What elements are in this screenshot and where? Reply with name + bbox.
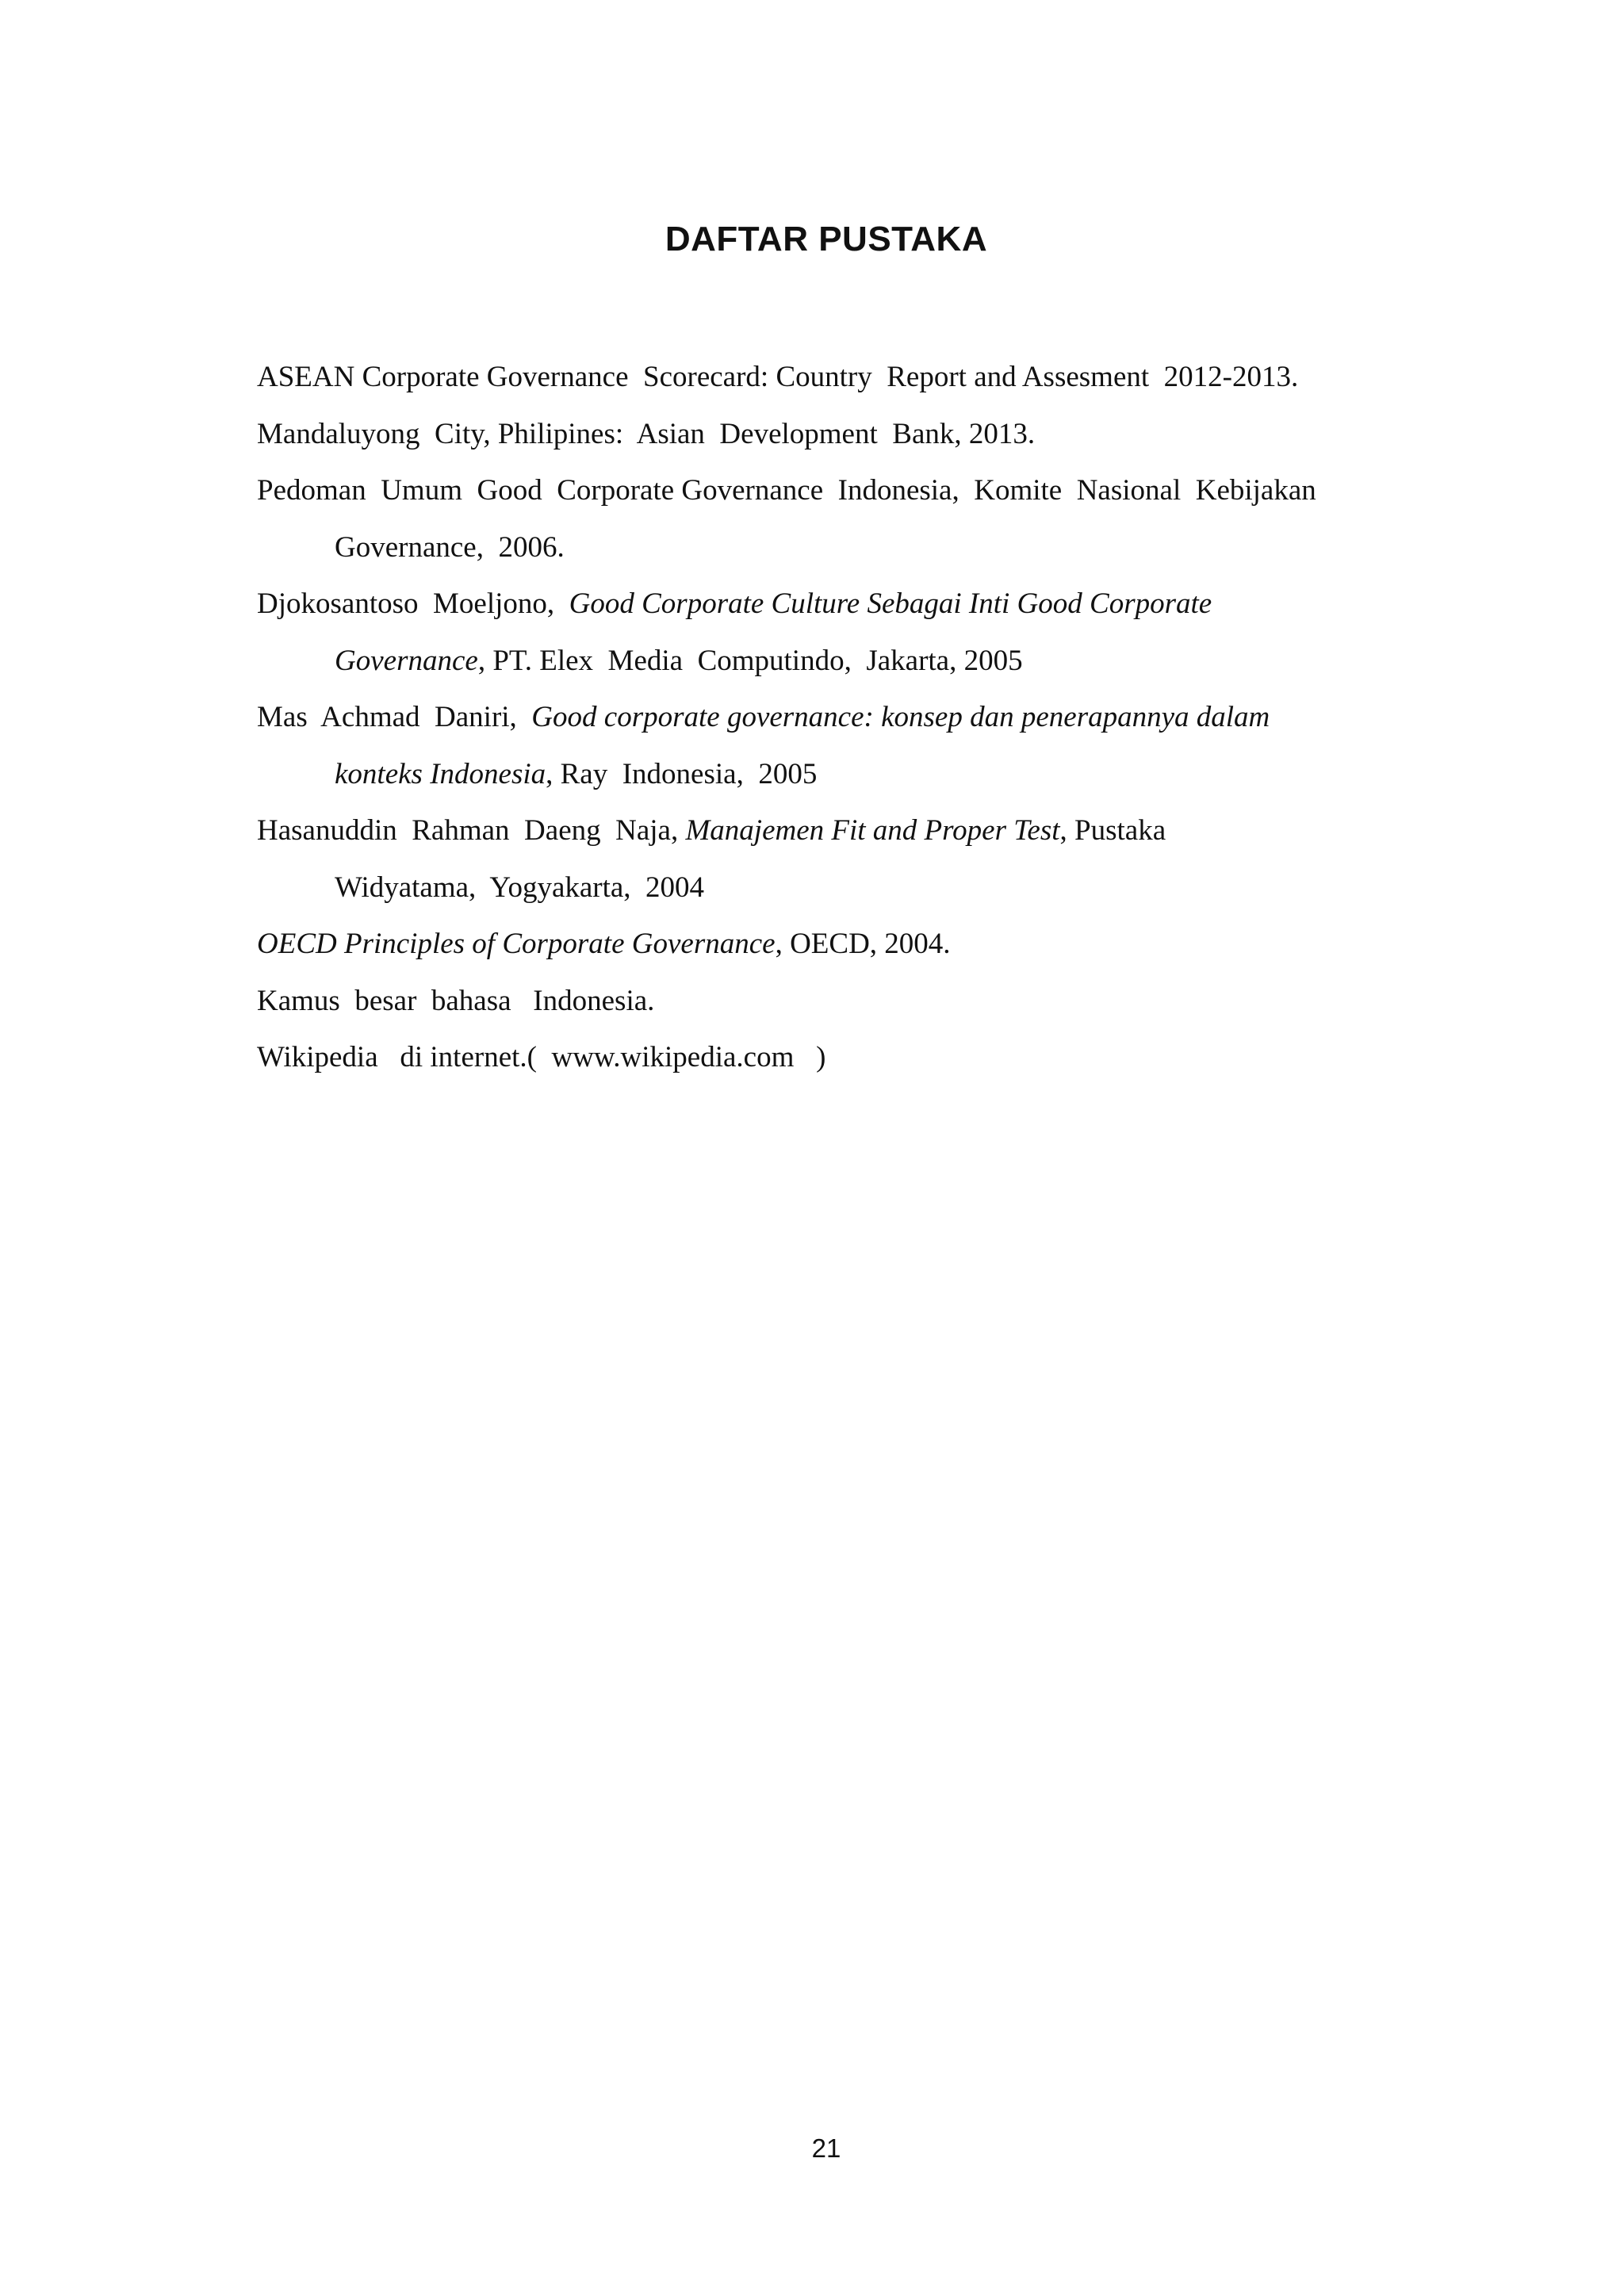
page-title: DAFTAR PUSTAKA xyxy=(665,220,988,258)
reference-title-text: Governance xyxy=(335,644,478,677)
reference-line xyxy=(257,746,1415,803)
reference-text: ASEAN Corporate Governance Scorecard: Country Report and Assesment 2012-2013. xyxy=(257,361,1299,393)
reference-text: Wikipedia di internet.( www.wikipedia.com ) xyxy=(257,1041,826,1073)
reference-line xyxy=(257,462,1415,519)
reference-text: , Pustaka xyxy=(1059,814,1166,847)
reference-text: Widyatama, Yogyakarta, 2004 xyxy=(335,871,705,904)
reference-text: Djokosantoso Moeljono, xyxy=(257,587,569,620)
reference-entry xyxy=(257,462,1415,576)
reference-line xyxy=(257,689,1415,746)
reference-entry xyxy=(257,973,1415,1030)
reference-line xyxy=(257,973,1415,1030)
reference-text: Governance, 2006. xyxy=(335,530,565,564)
reference-entry xyxy=(257,916,1415,973)
reference-line xyxy=(257,406,1415,463)
reference-entry xyxy=(257,349,1415,462)
reference-text: Pedoman Umum Good Corporate Governance Indonesia, Komite Nasional Kebijakan xyxy=(257,474,1316,507)
reference-text: Mandaluyong City, Philipines: Asian Development Bank, 2013. xyxy=(257,417,1036,450)
reference-title-text: OECD Principles of Corporate Governance xyxy=(257,928,776,960)
reference-line xyxy=(257,349,1415,406)
reference-title-text: konteks Indonesia xyxy=(335,757,546,790)
reference-entry xyxy=(257,576,1415,689)
reference-text: , Ray Indonesia, 2005 xyxy=(546,757,818,790)
reference-line xyxy=(257,519,1415,576)
reference-text: , PT. Elex Media Computindo, Jakarta, 2005 xyxy=(477,644,1023,677)
reference-text: Mas Achmad Daniri, xyxy=(257,701,532,733)
reference-line xyxy=(257,802,1415,859)
reference-text: , OECD, 2004. xyxy=(775,928,951,960)
reference-line xyxy=(257,916,1415,973)
reference-line xyxy=(257,576,1415,633)
reference-title-text: Good corporate governance: konsep dan penerapannya dalam xyxy=(531,701,1270,733)
reference-entry xyxy=(257,1029,1415,1086)
reference-entry xyxy=(257,689,1415,802)
reference-list xyxy=(257,349,1415,1086)
reference-entry xyxy=(257,802,1415,916)
page-number: 21 xyxy=(811,2133,841,2163)
reference-line xyxy=(257,633,1415,690)
reference-title-text: Good Corporate Culture Sebagai Inti Good Corporate xyxy=(569,587,1212,620)
reference-line xyxy=(257,859,1415,916)
reference-text: Hasanuddin Rahman Daeng Naja, xyxy=(257,814,686,847)
reference-text: Kamus besar bahasa Indonesia. xyxy=(257,984,655,1017)
reference-line xyxy=(257,1029,1415,1086)
reference-title-text: Manajemen Fit and Proper Test xyxy=(685,814,1060,847)
